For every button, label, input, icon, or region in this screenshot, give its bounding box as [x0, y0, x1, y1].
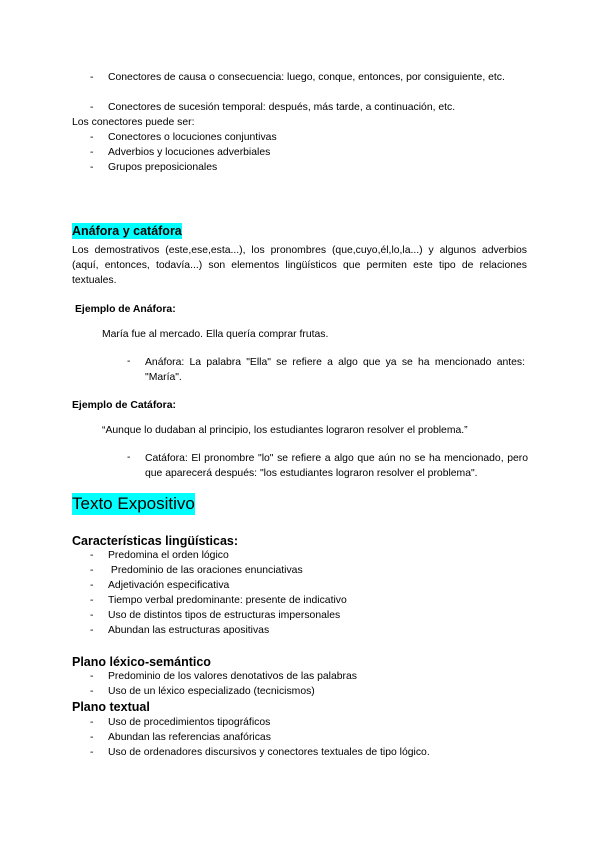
section-heading: Anáfora y catáfora — [72, 224, 182, 238]
list-item: Predominio de los valores denotativos de las palabras — [108, 671, 357, 682]
bullet-dash: - — [127, 452, 131, 463]
bullet-dash: - — [90, 732, 94, 743]
list-item: Predominio de las oraciones enunciativas — [108, 565, 303, 576]
bullet-dash: - — [90, 132, 94, 143]
list-item: Uso de ordenadores discursivos y conectores textuales de tipo lógico. — [108, 747, 430, 758]
subsection-heading: Características lingüísticas: — [72, 534, 239, 548]
list-item: Conectores o locuciones conjuntivas — [108, 132, 277, 143]
example-title: Ejemplo de Catáfora: — [72, 400, 176, 411]
list-item: Tiempo verbal predominante: presente de indicativo — [108, 595, 347, 606]
subsection-heading: Plano léxico-semántico — [72, 655, 211, 669]
list-item: Uso de procedimientos tipográficos — [108, 717, 271, 728]
bullet-dash: - — [90, 610, 94, 621]
bullet-dash: - — [90, 565, 94, 576]
example-note: Anáfora: La palabra "Ella" se refiere a algo que ya se ha mencionado antes: "María". — [145, 357, 525, 383]
page-title: Texto Expositivo — [72, 494, 195, 513]
list-item: Grupos preposicionales — [108, 162, 218, 173]
list-item: Adjetivación especificativa — [108, 580, 230, 591]
bullet-dash: - — [90, 717, 94, 728]
bullet-dash: - — [90, 102, 94, 113]
bullet-dash: - — [90, 550, 94, 561]
example-sentence: María fue al mercado. Ella quería comprar frutas. — [102, 329, 329, 340]
list-item: Adverbios y locuciones adverbiales — [108, 147, 271, 158]
example-sentence: “Aunque lo dudaban al principio, los estudiantes lograron resolver el problema.” — [102, 425, 468, 436]
list-item: Predomina el orden lógico — [108, 550, 229, 561]
paragraph: Los demostrativos (este,ese,esta...), los pronombres (que,cuyo,él,lo,la...) y algunos adverbios (aquí, entonces, todavía...) son elementos lingüísticos que permiten este tipo de relaciones textuales. — [72, 245, 527, 286]
example-note: Catáfora: El pronombre "lo" se refiere a algo que aún no se ha mencionado, pero que aparecerá después: "los estudiantes lograron resolver el problema". — [145, 453, 528, 479]
bullet-dash: - — [90, 595, 94, 606]
bullet-dash: - — [90, 747, 94, 758]
bullet-dash: - — [90, 671, 94, 682]
bullet-dash: - — [127, 356, 131, 367]
bullet-dash: - — [90, 72, 94, 83]
bullet-dash: - — [90, 686, 94, 697]
lead-text: Los conectores puede ser: — [72, 117, 195, 128]
list-item: Abundan las referencias anafóricas — [108, 732, 271, 743]
list-item: Uso de distintos tipos de estructuras impersonales — [108, 610, 341, 621]
subsection-heading: Plano textual — [72, 700, 150, 714]
list-item: Abundan las estructuras apositivas — [108, 625, 270, 636]
list-item: Uso de un léxico especializado (tecnicismos) — [108, 686, 315, 697]
example-title: Ejemplo de Anáfora: — [75, 304, 176, 315]
bullet-dash: - — [90, 162, 94, 173]
list-item: Conectores de causa o consecuencia: luego, conque, entonces, por consiguiente, etc. — [108, 72, 505, 83]
list-item: Conectores de sucesión temporal: después, más tarde, a continuación, etc. — [108, 102, 456, 113]
bullet-dash: - — [90, 147, 94, 158]
bullet-dash: - — [90, 625, 94, 636]
bullet-dash: - — [90, 580, 94, 591]
